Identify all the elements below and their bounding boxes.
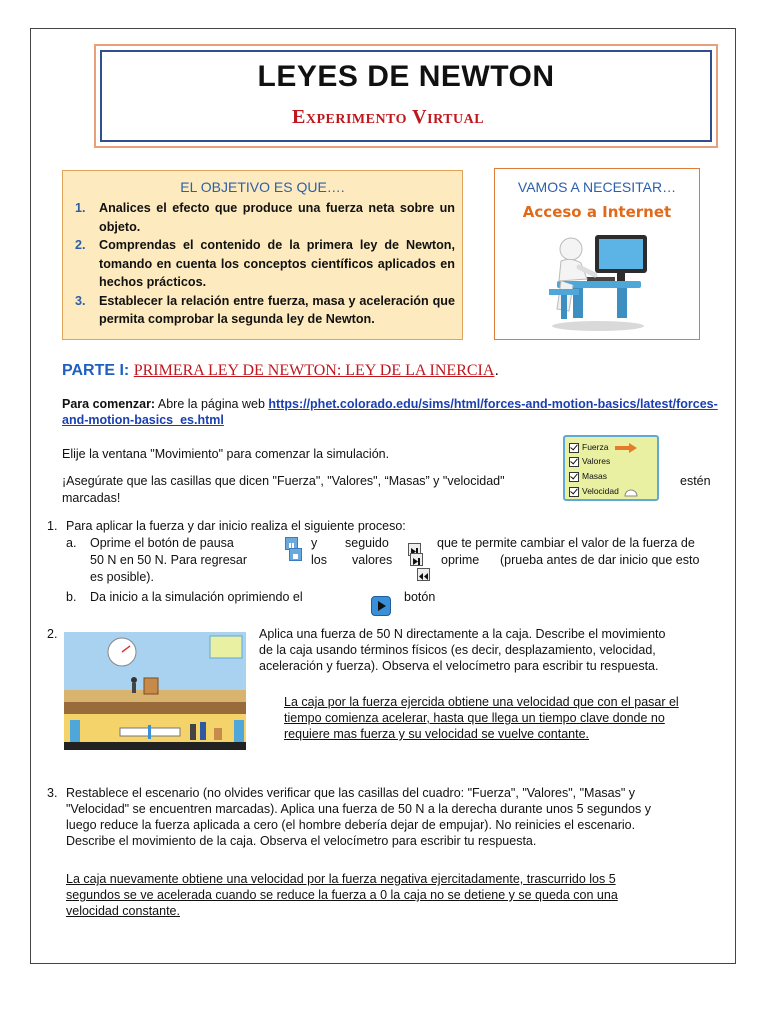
step1b-text: Da inicio a la simulación oprimiendo el — [90, 590, 303, 604]
simulation-screenshot — [64, 632, 246, 750]
step3-answer: La caja nuevamente obtiene una velocidad por la fuerza negativa ejercitadamente, trascurrido los 5 segundos se ve acelerada cuando se reduce la fuerza a 0 la caja no se detiene y se queda con una velocidad constante. — [66, 872, 618, 918]
step-number: 1. — [47, 519, 58, 533]
step2-answer: La caja por la fuerza ejercida obtiene una velocidad que con el pasar el tiempo comienza acelerar, hasta que llega un tiempo clave donde no requiere mas fuerza y su velocidad se vuelve contante. — [284, 695, 679, 741]
step1a-line2e: (prueba antes de dar inicio que esto — [500, 553, 700, 567]
intro-paragraph: Para comenzar: Abre la página web https://phet.colorado.edu/sims/html/forces-and-motion-basics/latest/forces- and-motion-basics_es.html — [62, 397, 718, 427]
play-button-icon — [371, 596, 391, 616]
need-item: Acceso a Internet — [522, 203, 672, 221]
speedometer-icon — [624, 487, 638, 497]
computer-user-illustration — [543, 229, 653, 333]
phet-link[interactable]: https://phet.colorado.edu/sims/html/forces-and-motion-basics/latest/forces- — [268, 397, 718, 411]
checkbox-fuerza: Fuerza — [569, 440, 637, 454]
checkbox-instruction-line2: marcadas! — [62, 491, 121, 505]
substep-label-b: b. — [66, 590, 77, 604]
need-heading: VAMOS A NECESITAR… — [517, 179, 677, 195]
checkbox-instruction-end: estén — [680, 474, 711, 488]
objective-heading: EL OBJETIVO ES QUE…. — [180, 179, 345, 195]
step1a-text-3: seguido — [345, 536, 389, 550]
checkbox-instruction: ¡Asegúrate que las casillas que dicen "Fuerza", "Valores", “Masas” y "velocidad" — [62, 474, 505, 488]
objective-list — [71, 199, 455, 329]
step-forward-icon-2 — [410, 553, 423, 566]
checkbox-panel-image — [563, 435, 659, 501]
window-instruction: Elije la ventana "Movimiento" para comenzar la simulación. — [62, 447, 390, 461]
step1a-text: Oprime el botón de pausa — [90, 536, 234, 550]
title-box — [94, 44, 718, 148]
objective-box — [62, 170, 463, 340]
section-heading: PARTE I: PRIMERA LEY DE NEWTON: LEY DE LA INERCIA. — [62, 362, 499, 379]
checkbox-valores: Valores — [569, 454, 610, 468]
step2-paragraph: Aplica una fuerza de 50 N directamente a la caja. Describe el movimiento de la caja usando términos físicos (es decir, desplazamiento, velocidad, aceleración y fuerza). Observa el velocímetro para escribir tu respuesta. — [259, 627, 666, 673]
step1-text: Para aplicar la fuerza y dar inicio realiza el siguiente proceso: — [66, 519, 406, 533]
step1a-line2: 50 N en 50 N. Para regresar — [90, 553, 248, 567]
step1a-line3: es posible). — [90, 570, 154, 584]
step1a-line2b: los — [311, 553, 327, 567]
page-title: LEYES DE NEWTON — [257, 60, 555, 93]
list-item: 3. Establecer la relación entre fuerza, masa y aceleración que permita comprobar la segunda ley de Newton. — [75, 293, 455, 326]
step-number-3: 3. — [47, 786, 58, 800]
checkbox-masas: Masas — [569, 469, 607, 483]
step3-paragraph: Restablece el escenario (no olvides verificar que las casillas del cuadro: "Fuerza", "Valores", "Masas" y "Velocidad" se encuentren marcadas). Aplica una fuerza de 50 N a la derecha durante unos 5 segundos y luego reduce la fuerza aplicada a cero (el hombre debería dejar de empujar). No reinicies el escenario. Describe el movimiento de la caja. Observa el velocímetro para escribir tu respuesta. — [66, 786, 651, 848]
rewind-icon — [417, 568, 430, 581]
step1a-text-2: y — [311, 536, 318, 550]
step1a-text-4: que te permite cambiar el valor de la fuerza de — [437, 536, 695, 550]
checkbox-velocidad: Velocidad — [569, 484, 638, 498]
step1a-line2c: valores — [352, 553, 393, 567]
list-item: 1. Analices el efecto que produce una fuerza neta sobre un objeto. — [75, 201, 455, 234]
step-number-2: 2. — [47, 627, 58, 641]
list-item: 2. Comprendas el contenido de la primera ley de Newton, tomando en cuenta los conceptos científicos aplicados en hechos prácticos. — [75, 238, 455, 289]
page-subtitle: Experimento Virtual — [292, 106, 485, 128]
substep-label: a. — [66, 536, 77, 550]
phet-link-cont[interactable]: and-motion-basics_es.html — [62, 413, 224, 427]
arrow-right-icon — [615, 443, 637, 453]
step1a-line2d: oprime — [441, 553, 480, 567]
pause-button-icon-2 — [289, 548, 302, 561]
need-box — [494, 168, 700, 340]
step1b-end: botón — [404, 590, 436, 604]
